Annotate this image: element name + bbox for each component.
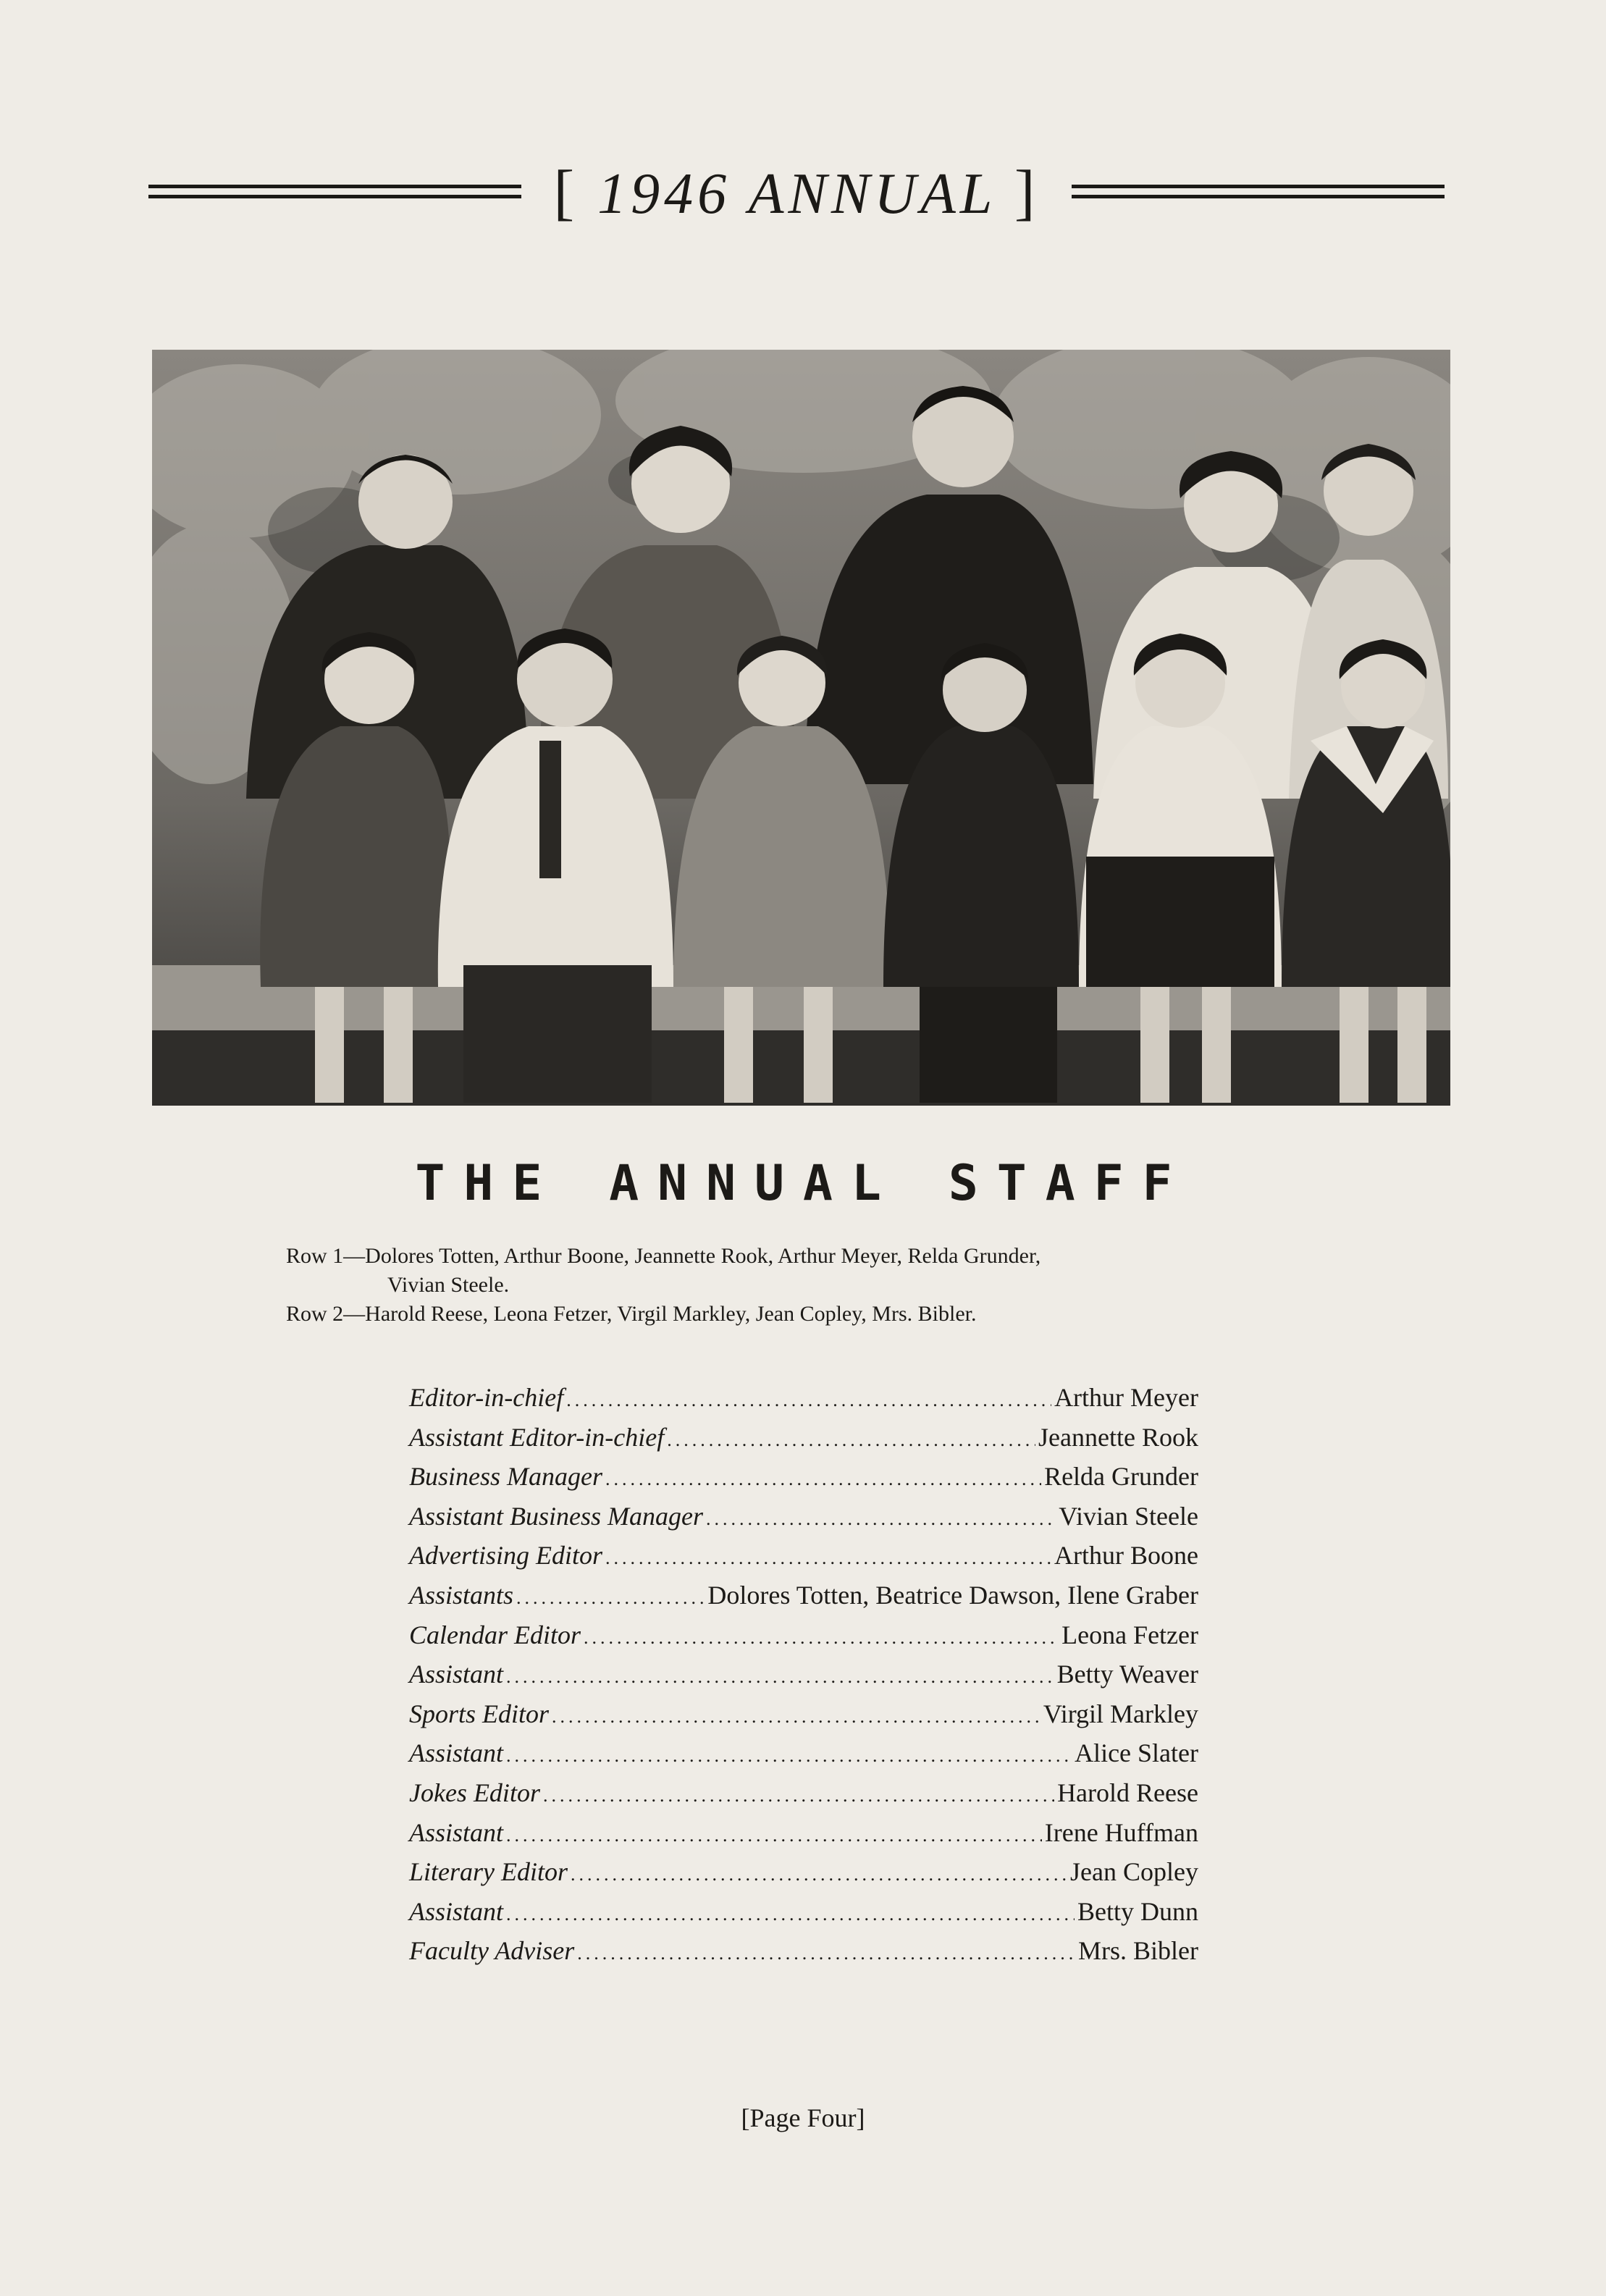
header-open-bracket: [ bbox=[553, 157, 579, 227]
leader-dots bbox=[605, 1461, 1041, 1498]
roster-row bbox=[409, 1854, 1198, 1893]
roster-name: Irene Huffman bbox=[1044, 1817, 1198, 1847]
header-title bbox=[525, 156, 1068, 230]
roster-name: Jeannette Rook bbox=[1038, 1422, 1198, 1452]
roster-role: Assistant bbox=[409, 1896, 504, 1926]
leader-dots bbox=[506, 1738, 1072, 1775]
leader-dots bbox=[706, 1501, 1056, 1538]
roster-name: Mrs. Bibler bbox=[1078, 1936, 1198, 1966]
leader-dots bbox=[566, 1382, 1051, 1419]
roster-role: Assistant bbox=[409, 1660, 504, 1689]
roster-row bbox=[409, 1419, 1198, 1459]
header-left-rule bbox=[148, 185, 521, 199]
roster-role: Calendar Editor bbox=[409, 1620, 581, 1649]
leader-dots bbox=[571, 1856, 1067, 1893]
roster-role: Sports Editor bbox=[409, 1699, 550, 1728]
roster-row bbox=[409, 1775, 1198, 1814]
leader-dots bbox=[516, 1580, 705, 1617]
header-close-bracket: ] bbox=[1014, 157, 1040, 227]
caption-row1-line1: Row 1—Dolores Totten, Arthur Boone, Jeannette Rook, Arthur Meyer, Relda Grunder, bbox=[286, 1244, 1041, 1268]
roster-row bbox=[409, 1814, 1198, 1854]
header-year: 1946 bbox=[597, 162, 731, 226]
roster-name: Dolores Totten, Beatrice Dawson, Ilene Graber bbox=[707, 1580, 1198, 1610]
group-photo-illustration bbox=[152, 350, 1450, 1106]
leader-dots bbox=[543, 1778, 1054, 1814]
roster-row bbox=[409, 1498, 1198, 1538]
header-right-rule bbox=[1072, 185, 1445, 199]
caption-row1-line2: Vivian Steele. bbox=[387, 1273, 510, 1297]
group-photo bbox=[152, 350, 1450, 1106]
roster-name: Jean Copley bbox=[1070, 1857, 1198, 1887]
page-number: [Page Four] bbox=[741, 2103, 865, 2132]
roster-name: Betty Dunn bbox=[1077, 1896, 1198, 1926]
roster-name: Harold Reese bbox=[1057, 1778, 1198, 1807]
leader-dots bbox=[506, 1896, 1075, 1933]
roster-row bbox=[409, 1893, 1198, 1933]
roster-role: Assistant Editor-in-chief bbox=[409, 1422, 665, 1452]
page-header bbox=[148, 156, 1445, 235]
roster-row bbox=[409, 1458, 1198, 1498]
leader-dots bbox=[667, 1422, 1035, 1459]
leader-dots bbox=[552, 1699, 1040, 1736]
roster-role: Editor-in-chief bbox=[409, 1383, 564, 1412]
roster-name: Relda Grunder bbox=[1044, 1462, 1198, 1492]
leader-dots bbox=[605, 1540, 1051, 1577]
roster-role: Assistants bbox=[409, 1580, 514, 1610]
roster-role: Assistant bbox=[409, 1817, 504, 1847]
caption-row2: Row 2—Harold Reese, Leona Fetzer, Virgil Markley, Jean Copley, Mrs. Bibler. bbox=[286, 1302, 977, 1326]
roster-name: Alice Slater bbox=[1075, 1738, 1198, 1768]
roster-role: Jokes Editor bbox=[409, 1778, 540, 1807]
roster-role: Advertising Editor bbox=[409, 1541, 602, 1570]
roster-row bbox=[409, 1537, 1198, 1577]
leader-dots bbox=[577, 1935, 1075, 1972]
photo-caption bbox=[286, 1242, 1343, 1329]
roster-name: Virgil Markley bbox=[1043, 1699, 1198, 1728]
staff-roster bbox=[409, 1379, 1198, 1972]
roster-row bbox=[409, 1696, 1198, 1736]
roster-role: Business Manager bbox=[409, 1462, 602, 1492]
roster-row bbox=[409, 1735, 1198, 1775]
roster-name: Arthur Meyer bbox=[1054, 1383, 1198, 1412]
roster-row bbox=[409, 1933, 1198, 1972]
leader-dots bbox=[584, 1620, 1059, 1657]
roster-role: Faculty Adviser bbox=[409, 1936, 575, 1966]
roster-name: Arthur Boone bbox=[1054, 1541, 1198, 1570]
roster-name: Vivian Steele bbox=[1059, 1501, 1198, 1531]
staff-title: THE ANNUAL STAFF bbox=[415, 1155, 1191, 1212]
roster-row bbox=[409, 1577, 1198, 1617]
leader-dots bbox=[506, 1817, 1042, 1854]
roster-row bbox=[409, 1617, 1198, 1657]
header-annual: ANNUAL bbox=[748, 162, 996, 226]
roster-role: Assistant bbox=[409, 1738, 504, 1768]
leader-dots bbox=[506, 1659, 1054, 1696]
roster-row bbox=[409, 1379, 1198, 1419]
roster-name: Betty Weaver bbox=[1056, 1660, 1198, 1689]
roster-role: Assistant Business Manager bbox=[409, 1501, 704, 1531]
roster-role: Literary Editor bbox=[409, 1857, 568, 1887]
roster-row bbox=[409, 1656, 1198, 1696]
roster-name: Leona Fetzer bbox=[1061, 1620, 1198, 1649]
